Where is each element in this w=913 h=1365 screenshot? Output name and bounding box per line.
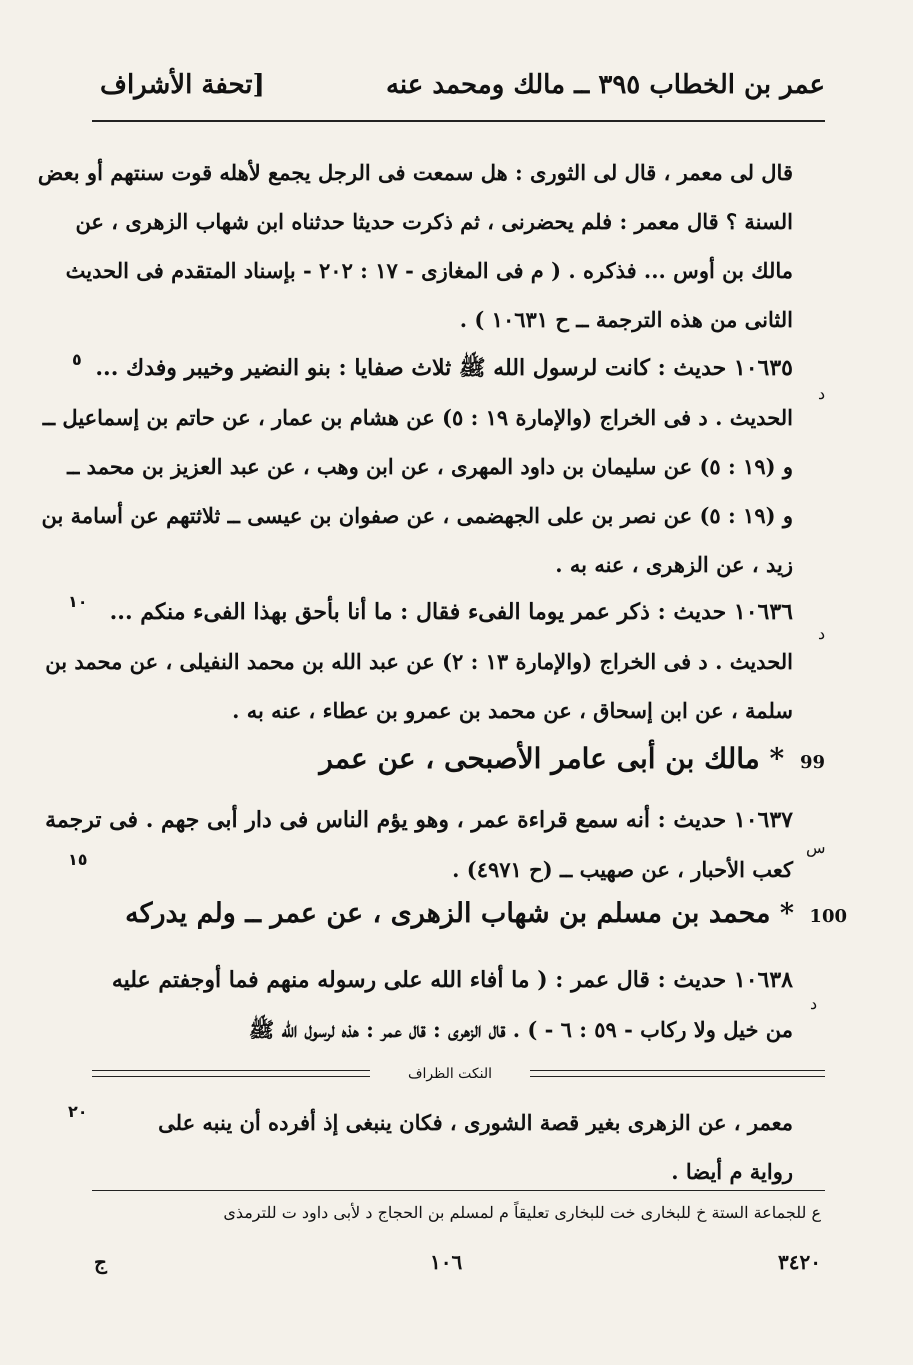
section-title: * مالك بن أبى عامر الأصبحى ، عن عمر <box>319 742 785 775</box>
volume-letter: ج <box>94 1250 107 1274</box>
section-number: 99 <box>799 752 825 773</box>
text-line: سلمة ، عن ابن إسحاق ، عن محمد بن عمرو بن عطاء ، عنه به . <box>232 698 793 723</box>
hadith-10636 <box>45 588 793 735</box>
hadith-heading-line: ١٠٦٣٧ حديث : أنه سمع قراءة عمر ، وهو يؤم الناس فى دار أبى جهم . فى ترجمة <box>45 807 793 833</box>
text-line: الثانى من هذه الترجمة ــ ح ١٠٦٣١ ) . <box>459 307 793 332</box>
section-99-heading <box>319 742 825 775</box>
text-line: من خيل ولا ركاب - ٥٩ : ٦ - ) . قال الزهرى : قال عمر : هذه لرسول الله ﷺ <box>248 1017 793 1042</box>
footer-reference-number: ٣٤٢٠ <box>778 1250 821 1274</box>
text-line: و (١٩ : ٥) عن سليمان بن داود المهرى ، عن ابن وهب ، عن عبد العزيز بن محمد ــ <box>67 454 793 479</box>
section-number: 100 <box>809 906 847 927</box>
text-line: قال لى معمر ، قال لى الثورى : هل سمعت فى الرجل يجمع لأهله قوت سنتهم أو بعض <box>37 160 793 185</box>
margin-siglum: د <box>810 994 818 1013</box>
margin-siglum: د <box>818 624 826 643</box>
hadith-heading-line: ١٠٦٣٥ حديث : كانت لرسول الله ﷺ ثلاث صفايا : بنو النضير وخيبر وفدك ... <box>95 355 793 381</box>
margin-line-number: ١٠ <box>68 592 88 611</box>
margin-siglum: س <box>806 838 826 857</box>
running-header <box>100 70 825 110</box>
page-number: ١٠٦ <box>430 1250 463 1274</box>
hadith-heading-line: ١٠٦٣٨ حديث : قال عمر : ( ما أفاء الله على رسوله منهم فما أوجفتم عليه <box>111 967 793 993</box>
text-line: زيد ، عن الزهرى ، عنه به . <box>555 552 793 577</box>
header-rule <box>92 120 825 122</box>
abbreviations-legend: ع للجماعة الستة خ للبخارى خت للبخارى تعليقاً م لمسلم بن الحجاج د لأبى داود ت للترمذى <box>223 1203 821 1222</box>
text-line: الحديث . د فى الخراج (والإمارة ١٣ : ٢) عن عبد الله بن محمد النفيلى ، عن محمد بن <box>45 649 793 674</box>
text-line: معمر ، عن الزهرى بغير قصة الشورى ، فكان ينبغى إذ أفرده أن ينبه على <box>158 1110 793 1135</box>
section-100-heading <box>125 898 847 929</box>
nukat-label: النكت الظراف <box>370 1066 530 1082</box>
hadith-10635 <box>41 344 793 589</box>
text-line: و (١٩ : ٥) عن نصر بن على الجهضمى ، عن صفوان بن عيسى ــ ثلاثتهم عن أسامة بن <box>41 503 793 528</box>
hadith-heading-line: ١٠٦٣٦ حديث : ذكر عمر يوما الفىء فقال : ما أنا بأحق بهذا الفىء منكم ... <box>109 599 793 625</box>
continued-paragraph <box>37 148 793 344</box>
section-title: * محمد بن مسلم بن شهاب الزهرى ، عن عمر ــ ولم يدركه <box>125 898 795 929</box>
text-line: الحديث . د فى الخراج (والإمارة ١٩ : ٥) عن هشام بن عمار ، عن حاتم بن إسماعيل ــ <box>42 405 793 430</box>
margin-line-number: ٢٠ <box>68 1102 88 1121</box>
nukat-paragraph <box>100 1098 793 1196</box>
margin-line-number: ٥ <box>72 350 82 369</box>
margin-line-number: ١٥ <box>68 850 88 869</box>
header-title: عمر بن الخطاب ٣٩٥ ــ مالك ومحمد عنه <box>385 70 825 100</box>
text-line: رواية م أيضا . <box>671 1159 793 1184</box>
text-line: كعب الأحبار ، عن صهيب ــ (ح ٤٩٧١) . <box>452 857 793 882</box>
margin-siglum: د <box>818 384 826 403</box>
text-line: السنة ؟ قال معمر : فلم يحضرنى ، ثم ذكرت حديثا حدثناه ابن شهاب الزهرى ، عن <box>75 209 793 234</box>
header-book-title: [تحفة الأشراف <box>100 70 265 100</box>
hadith-10638 <box>100 956 793 1054</box>
text-line: مالك بن أوس ... فذكره . ( م فى المغازى - ١٧ : ٢٠٢ - بإسناد المتقدم فى الحديث <box>65 258 793 283</box>
abbreviations-rule <box>92 1190 825 1191</box>
